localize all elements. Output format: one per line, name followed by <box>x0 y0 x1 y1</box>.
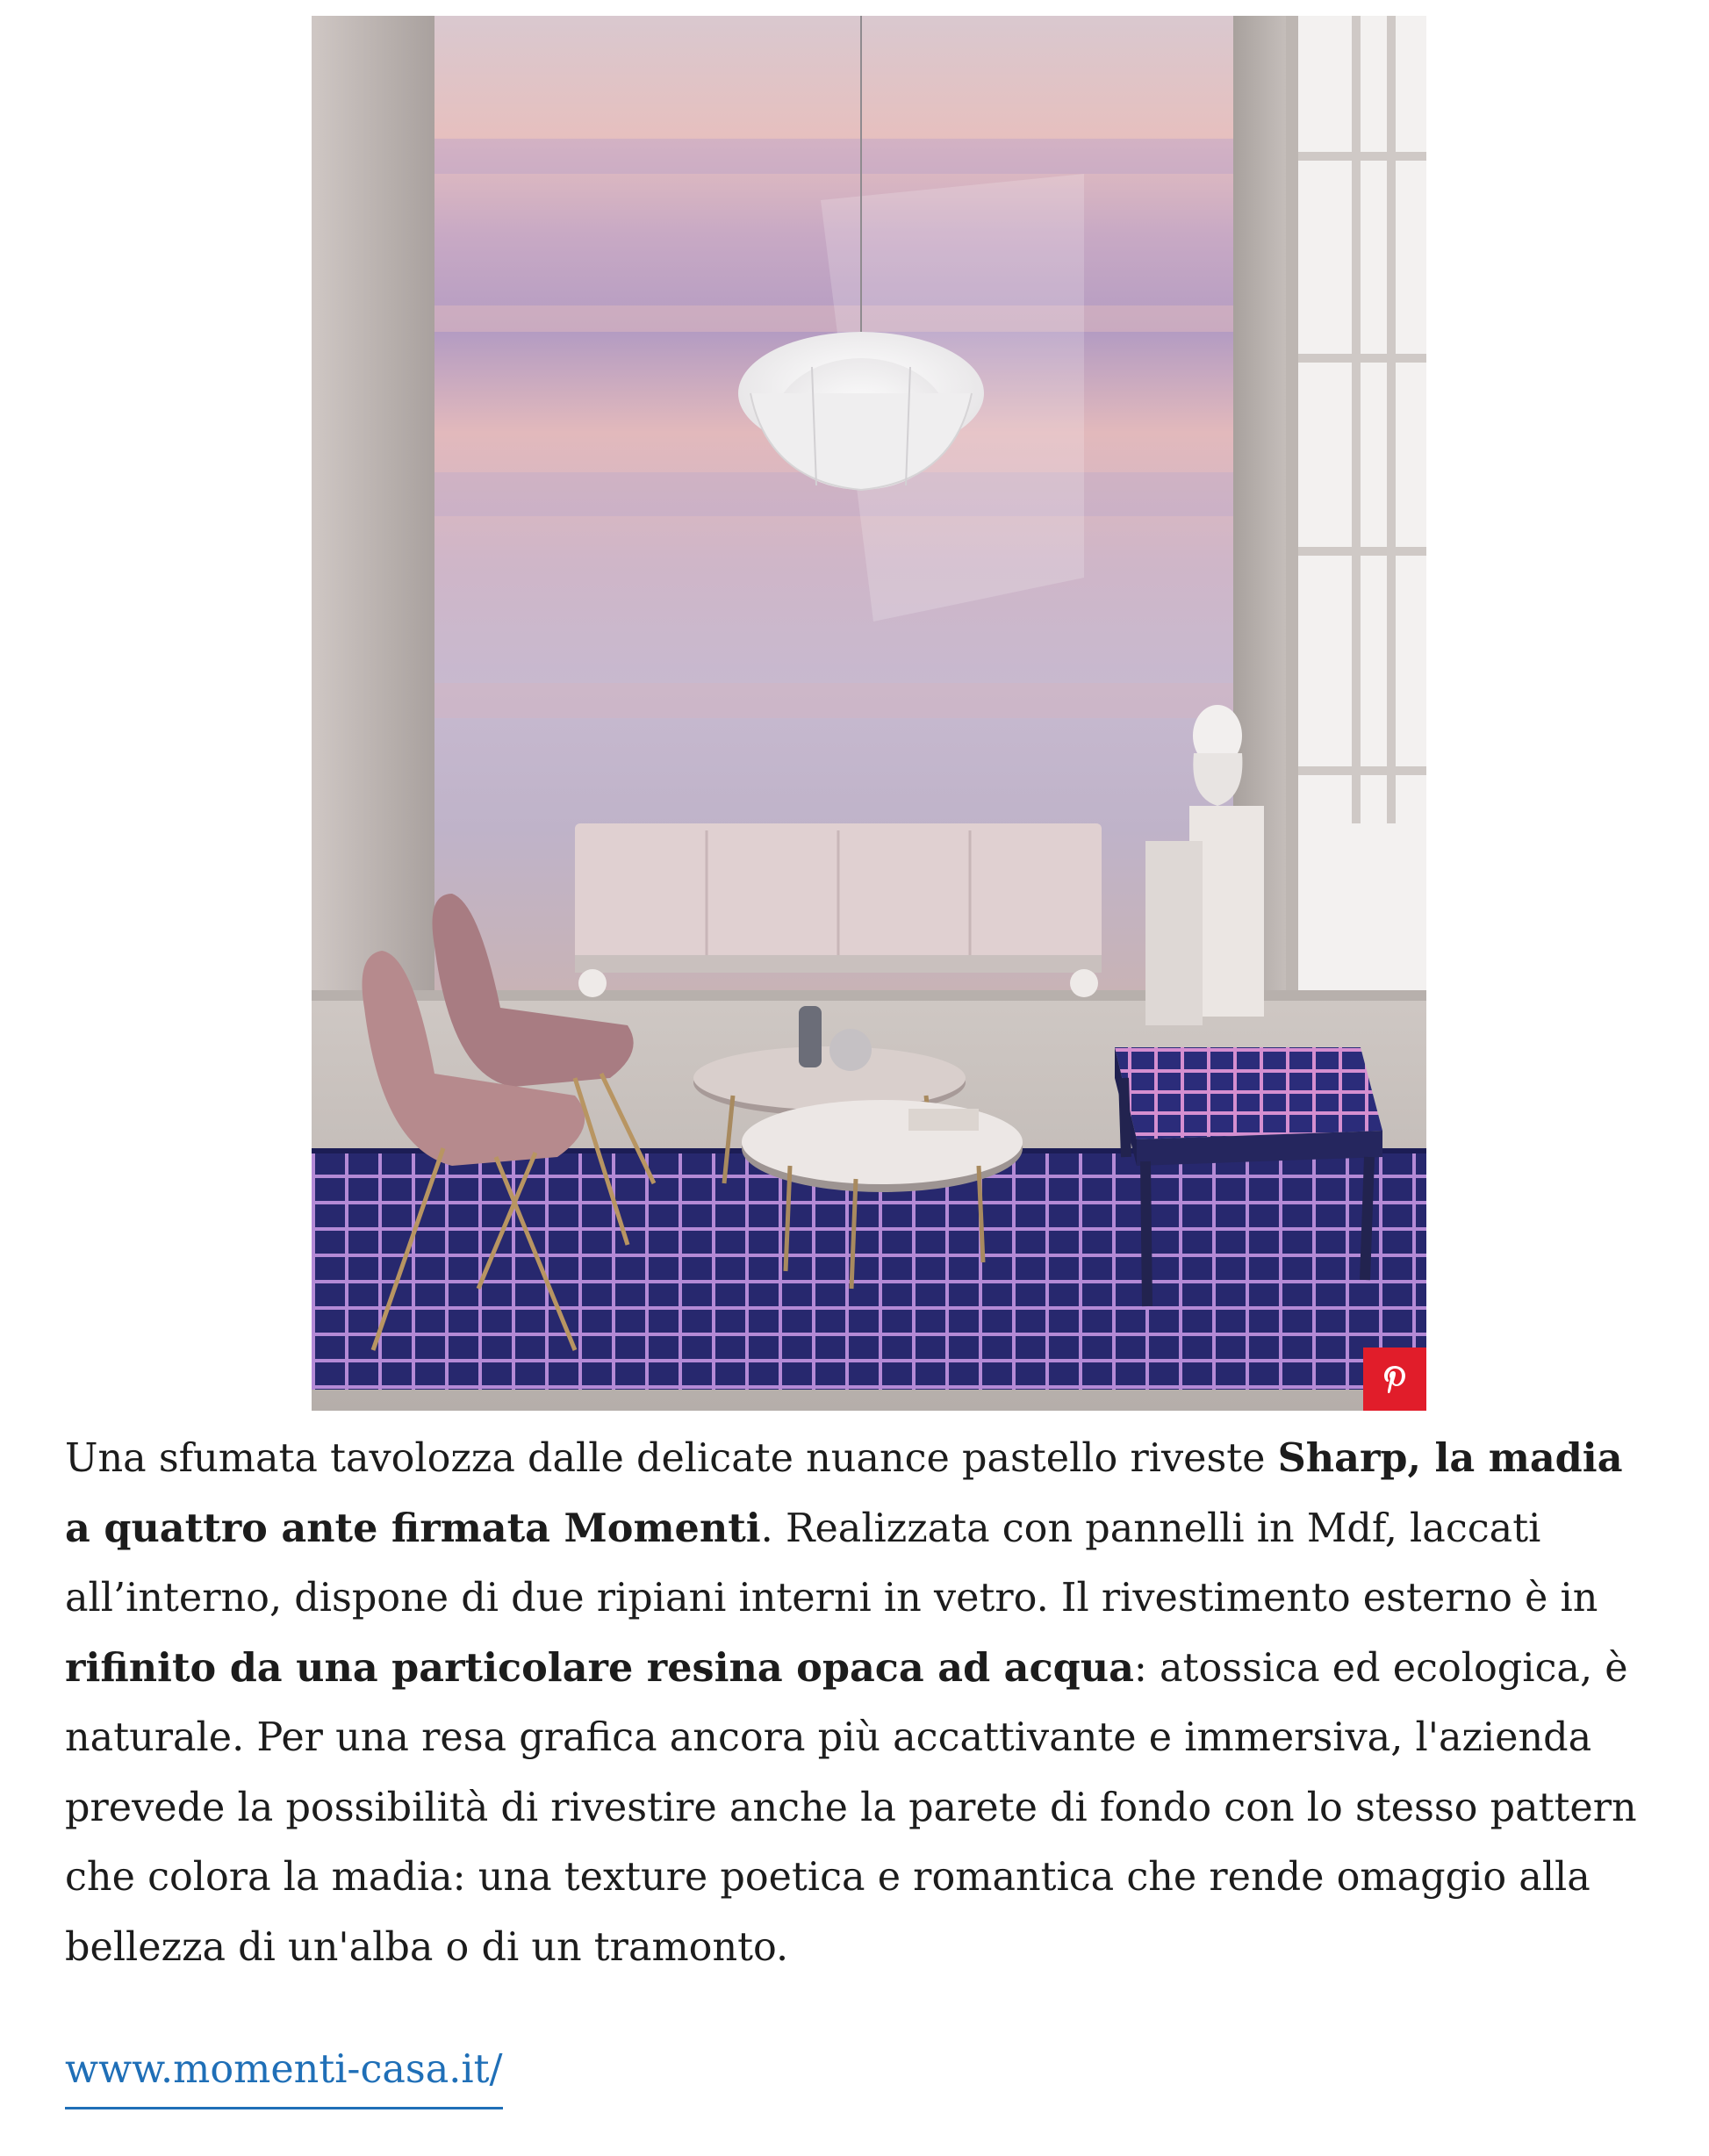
article-text-3: : atossica ed ecologica, è naturale. Per una resa grafica ancora più accattivante e immersiva, l'azienda prevede la possibilità di rivestire anche la parete di fondo con lo stesso pattern che colora la madia: una texture poetica e romantica che rende omaggio alla bellezza di un'alba o di un tramonto. <box>65 1645 1637 1970</box>
article-bold-product: Sharp, la madia a quattro ante firmata Momenti <box>65 1435 1623 1551</box>
pinterest-icon <box>1382 1364 1407 1394</box>
momenti-website-link[interactable]: www.momenti-casa.it/ <box>65 2035 503 2109</box>
article-photo <box>312 16 1426 1411</box>
pinterest-pin-button[interactable] <box>1363 1348 1426 1411</box>
article-paragraph <box>65 1424 1654 1982</box>
article-text-1: Una sfumata tavolozza dalle delicate nuance pastello riveste <box>65 1436 1278 1481</box>
article-text-2: . Realizzata con pannelli in Mdf, laccati all’interno, dispone di due ripiani interni in vetro. Il rivestimento esterno è in <box>65 1506 1598 1621</box>
interior-illustration <box>312 16 1426 1411</box>
article-bold-finish: rifinito da una particolare resina opaca ad acqua <box>65 1644 1134 1691</box>
